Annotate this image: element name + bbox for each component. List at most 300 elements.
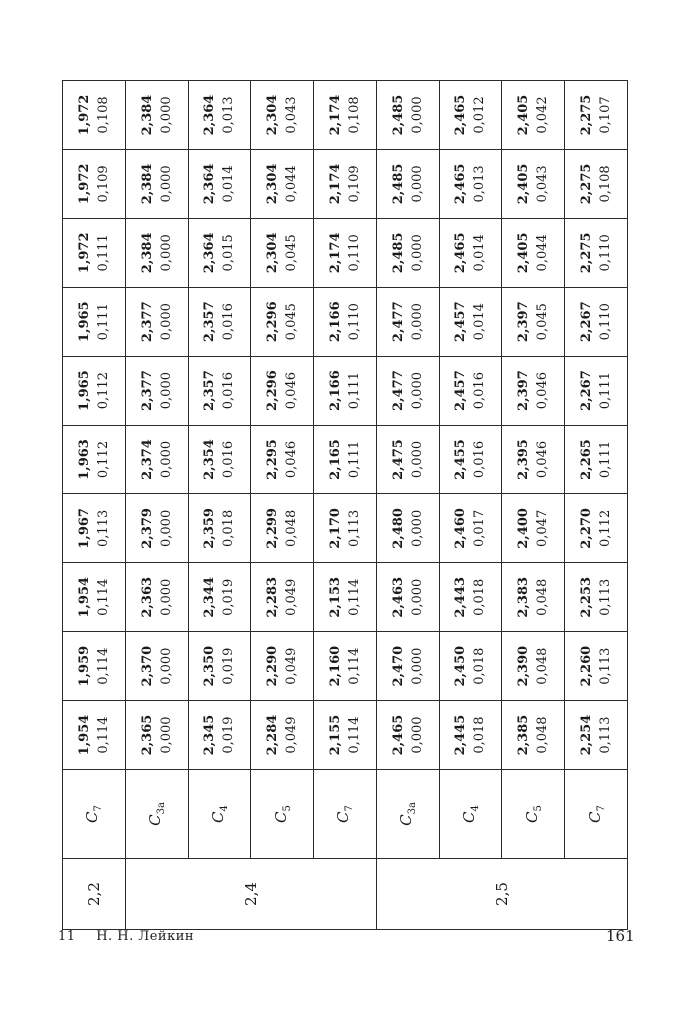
value-secondary: 0,018 — [221, 509, 237, 547]
value-secondary: 0,000 — [409, 372, 425, 410]
value-cell — [188, 563, 251, 632]
value-secondary: 0,016 — [221, 440, 237, 479]
value-secondary: 0,113 — [598, 578, 614, 616]
value-secondary: 0,018 — [472, 647, 488, 685]
row-label-subscript: 5 — [281, 805, 293, 812]
value-cell — [502, 149, 565, 218]
value-secondary: 0,108 — [95, 96, 111, 134]
value-secondary: 0,000 — [409, 165, 425, 203]
value-primary: 2,450 — [453, 645, 469, 687]
value-primary: 2,384 — [139, 232, 155, 274]
value-primary: 2,275 — [579, 94, 595, 136]
value-primary: 2,357 — [202, 301, 218, 343]
value-secondary: 0,014 — [221, 165, 237, 203]
value-secondary: 0,000 — [158, 578, 174, 616]
group-label: 2,2 — [63, 859, 126, 930]
value-primary: 2,480 — [390, 508, 406, 549]
value-cell — [188, 632, 251, 701]
value-secondary: 0,013 — [221, 96, 237, 134]
value-cell — [502, 701, 565, 770]
table-row — [502, 81, 565, 930]
value-primary: 2,465 — [390, 714, 406, 756]
value-cell — [565, 149, 628, 218]
value-cell — [63, 356, 126, 425]
value-primary: 2,405 — [516, 94, 532, 136]
value-secondary: 0,108 — [598, 165, 614, 203]
value-primary: 2,364 — [202, 163, 218, 205]
value-secondary: 0,000 — [409, 440, 425, 479]
value-secondary: 0,013 — [472, 165, 488, 203]
value-secondary: 0,000 — [158, 165, 174, 203]
row-label — [376, 770, 439, 859]
value-cell — [125, 287, 188, 356]
value-secondary: 0,107 — [598, 96, 614, 134]
value-cell — [125, 218, 188, 287]
value-secondary: 0,109 — [346, 165, 362, 203]
value-primary: 2,350 — [202, 645, 218, 687]
value-secondary: 0,109 — [95, 165, 111, 203]
table-rotated-wrapper — [62, 80, 628, 930]
value-secondary: 0,016 — [221, 303, 237, 341]
value-primary: 2,304 — [265, 94, 281, 136]
value-cell — [314, 356, 377, 425]
value-primary: 2,485 — [390, 232, 406, 274]
table-row — [251, 81, 314, 930]
value-primary: 2,374 — [139, 439, 155, 480]
value-secondary: 0,000 — [409, 578, 425, 616]
value-secondary: 0,114 — [95, 647, 111, 685]
value-secondary: 0,045 — [535, 303, 551, 341]
table-row — [439, 81, 502, 930]
value-primary: 2,397 — [516, 301, 532, 343]
value-primary: 2,364 — [202, 232, 218, 274]
row-label — [565, 770, 628, 859]
value-cell — [63, 701, 126, 770]
row-label-symbol: C — [146, 814, 165, 826]
value-secondary: 0,017 — [472, 509, 488, 547]
value-secondary: 0,048 — [535, 716, 551, 754]
value-cell — [314, 149, 377, 218]
value-primary: 2,377 — [139, 301, 155, 343]
value-cell — [502, 425, 565, 494]
value-cell — [251, 81, 314, 150]
value-secondary: 0,046 — [535, 440, 551, 479]
group-label: 2,4 — [125, 859, 376, 930]
value-cell — [376, 356, 439, 425]
value-primary: 2,290 — [265, 645, 281, 687]
value-cell — [314, 563, 377, 632]
value-cell — [502, 563, 565, 632]
value-cell — [439, 81, 502, 150]
value-secondary: 0,000 — [158, 716, 174, 754]
value-primary: 2,475 — [390, 439, 406, 480]
value-primary: 2,363 — [139, 576, 155, 618]
row-label-subscript: 4 — [469, 805, 481, 812]
value-secondary: 0,043 — [284, 96, 300, 134]
value-primary: 2,166 — [327, 370, 343, 411]
value-cell — [376, 701, 439, 770]
value-cell — [63, 287, 126, 356]
value-secondary: 0,048 — [284, 509, 300, 547]
value-cell — [188, 287, 251, 356]
value-primary: 2,275 — [579, 232, 595, 274]
value-secondary: 0,015 — [221, 234, 237, 272]
value-secondary: 0,046 — [535, 372, 551, 410]
value-primary: 2,265 — [579, 439, 595, 480]
table-row — [63, 81, 126, 930]
value-cell — [565, 81, 628, 150]
value-cell — [439, 356, 502, 425]
value-cell — [125, 81, 188, 150]
value-primary: 2,359 — [202, 508, 218, 549]
value-secondary: 0,043 — [535, 165, 551, 203]
value-cell — [251, 356, 314, 425]
value-cell — [63, 81, 126, 150]
value-primary: 2,270 — [579, 508, 595, 549]
value-primary: 2,344 — [202, 576, 218, 618]
value-cell — [376, 632, 439, 701]
value-primary: 2,477 — [390, 301, 406, 343]
row-label-symbol: C — [334, 811, 353, 823]
value-secondary: 0,049 — [284, 578, 300, 616]
value-cell — [565, 425, 628, 494]
value-primary: 1,963 — [76, 439, 92, 480]
value-primary: 2,354 — [202, 439, 218, 480]
value-secondary: 0,012 — [472, 96, 488, 134]
value-cell — [439, 494, 502, 563]
value-primary: 2,166 — [327, 301, 343, 343]
row-label-symbol: C — [208, 811, 227, 823]
value-cell — [314, 218, 377, 287]
value-cell — [251, 287, 314, 356]
value-primary: 2,485 — [390, 94, 406, 136]
value-cell — [188, 425, 251, 494]
value-primary: 2,174 — [327, 94, 343, 136]
row-label-symbol: C — [522, 811, 541, 823]
value-primary: 1,959 — [76, 645, 92, 687]
value-secondary: 0,000 — [409, 716, 425, 754]
data-table — [62, 80, 628, 930]
value-cell — [376, 425, 439, 494]
value-secondary: 0,110 — [346, 234, 362, 272]
value-primary: 2,153 — [327, 576, 343, 618]
value-secondary: 0,045 — [284, 234, 300, 272]
value-secondary: 0,113 — [95, 509, 111, 547]
value-cell — [188, 149, 251, 218]
value-primary: 2,275 — [579, 163, 595, 205]
value-primary: 2,299 — [265, 508, 281, 549]
value-primary: 2,405 — [516, 232, 532, 274]
value-cell — [125, 149, 188, 218]
value-cell — [502, 81, 565, 150]
value-secondary: 0,111 — [346, 372, 362, 410]
value-cell — [565, 563, 628, 632]
value-cell — [439, 632, 502, 701]
row-label-symbol: C — [585, 811, 604, 823]
value-secondary: 0,048 — [535, 647, 551, 685]
value-primary: 2,165 — [327, 439, 343, 480]
value-secondary: 0,114 — [346, 716, 362, 754]
value-cell — [314, 701, 377, 770]
value-cell — [376, 563, 439, 632]
value-secondary: 0,114 — [95, 716, 111, 754]
value-secondary: 0,110 — [598, 303, 614, 341]
value-cell — [125, 356, 188, 425]
value-primary: 2,397 — [516, 370, 532, 411]
value-primary: 2,405 — [516, 163, 532, 205]
value-cell — [439, 218, 502, 287]
value-primary: 2,470 — [390, 645, 406, 687]
value-cell — [565, 632, 628, 701]
value-cell — [188, 701, 251, 770]
value-primary: 2,445 — [453, 714, 469, 756]
value-primary: 2,160 — [327, 645, 343, 687]
value-primary: 1,972 — [76, 94, 92, 136]
value-cell — [63, 632, 126, 701]
value-primary: 2,463 — [390, 576, 406, 618]
value-primary: 2,253 — [579, 576, 595, 618]
value-secondary: 0,000 — [158, 509, 174, 547]
value-secondary: 0,000 — [158, 234, 174, 272]
value-primary: 2,174 — [327, 163, 343, 205]
value-cell — [376, 287, 439, 356]
value-primary: 2,267 — [579, 301, 595, 343]
value-primary: 2,384 — [139, 94, 155, 136]
value-primary: 2,296 — [265, 370, 281, 411]
value-cell — [314, 425, 377, 494]
value-secondary: 0,000 — [158, 440, 174, 479]
value-primary: 2,284 — [265, 714, 281, 756]
value-primary: 2,260 — [579, 645, 595, 687]
value-cell — [502, 494, 565, 563]
value-secondary: 0,000 — [158, 372, 174, 410]
value-primary: 2,457 — [453, 301, 469, 343]
value-primary: 2,357 — [202, 370, 218, 411]
value-primary: 2,455 — [453, 439, 469, 480]
row-label — [188, 770, 251, 859]
value-cell — [251, 218, 314, 287]
row-label-subscript: 5 — [532, 805, 544, 812]
value-secondary: 0,000 — [409, 234, 425, 272]
value-secondary: 0,019 — [221, 647, 237, 685]
value-primary: 2,395 — [516, 439, 532, 480]
row-label — [314, 770, 377, 859]
value-primary: 2,267 — [579, 370, 595, 411]
value-secondary: 0,000 — [409, 647, 425, 685]
value-cell — [63, 149, 126, 218]
value-secondary: 0,113 — [598, 647, 614, 685]
value-secondary: 0,108 — [346, 96, 362, 134]
row-label — [63, 770, 126, 859]
value-secondary: 0,019 — [221, 578, 237, 616]
value-primary: 2,400 — [516, 508, 532, 549]
value-primary: 1,967 — [76, 508, 92, 549]
row-label-subscript: 7 — [344, 805, 356, 812]
value-primary: 2,364 — [202, 94, 218, 136]
value-primary: 1,954 — [76, 714, 92, 756]
value-primary: 2,155 — [327, 714, 343, 756]
value-primary: 2,379 — [139, 508, 155, 549]
value-secondary: 0,000 — [409, 509, 425, 547]
value-cell — [125, 563, 188, 632]
value-secondary: 0,110 — [346, 303, 362, 341]
value-cell — [376, 149, 439, 218]
value-cell — [63, 218, 126, 287]
value-cell — [188, 494, 251, 563]
row-label — [502, 770, 565, 859]
value-primary: 2,296 — [265, 301, 281, 343]
row-label-subscript: 7 — [595, 805, 607, 812]
value-secondary: 0,016 — [221, 372, 237, 410]
value-cell — [502, 218, 565, 287]
value-secondary: 0,014 — [472, 234, 488, 272]
value-secondary: 0,042 — [535, 96, 551, 134]
value-cell — [439, 425, 502, 494]
row-label-symbol: C — [271, 811, 290, 823]
value-cell — [125, 425, 188, 494]
value-primary: 1,965 — [76, 301, 92, 343]
value-secondary: 0,047 — [535, 509, 551, 547]
table-body — [63, 81, 628, 930]
row-label — [251, 770, 314, 859]
value-secondary: 0,044 — [284, 165, 300, 203]
value-primary: 2,465 — [453, 94, 469, 136]
row-label-symbol: C — [459, 811, 478, 823]
row-label-subscript: 3a — [407, 802, 419, 815]
table-row — [565, 81, 628, 930]
value-cell — [314, 287, 377, 356]
value-primary: 2,283 — [265, 576, 281, 618]
value-cell — [439, 287, 502, 356]
value-secondary: 0,019 — [221, 716, 237, 754]
value-secondary: 0,046 — [284, 440, 300, 479]
value-cell — [251, 701, 314, 770]
value-cell — [251, 425, 314, 494]
value-secondary: 0,016 — [472, 372, 488, 410]
value-secondary: 0,000 — [158, 303, 174, 341]
value-secondary: 0,113 — [598, 716, 614, 754]
value-secondary: 0,000 — [409, 303, 425, 341]
value-cell — [565, 218, 628, 287]
value-primary: 2,457 — [453, 370, 469, 411]
value-secondary: 0,044 — [535, 234, 551, 272]
value-primary: 1,972 — [76, 232, 92, 274]
value-cell — [125, 494, 188, 563]
value-primary: 2,465 — [453, 163, 469, 205]
value-secondary: 0,049 — [284, 647, 300, 685]
value-secondary: 0,000 — [158, 96, 174, 134]
row-label — [125, 770, 188, 859]
table-row — [314, 81, 377, 930]
value-primary: 1,972 — [76, 163, 92, 205]
table-row — [188, 81, 251, 930]
value-cell — [188, 218, 251, 287]
value-primary: 2,485 — [390, 163, 406, 205]
value-cell — [251, 563, 314, 632]
value-cell — [502, 356, 565, 425]
value-primary: 2,385 — [516, 714, 532, 756]
value-secondary: 0,018 — [472, 578, 488, 616]
value-secondary: 0,049 — [284, 716, 300, 754]
value-cell — [565, 356, 628, 425]
row-label-subscript: 7 — [93, 805, 105, 812]
value-cell — [251, 632, 314, 701]
value-secondary: 0,016 — [472, 440, 488, 479]
value-secondary: 0,014 — [472, 303, 488, 341]
value-cell — [376, 494, 439, 563]
value-secondary: 0,110 — [598, 234, 614, 272]
value-cell — [502, 632, 565, 701]
value-cell — [439, 701, 502, 770]
value-cell — [188, 81, 251, 150]
group-label: 2,5 — [376, 859, 627, 930]
value-secondary: 0,114 — [346, 647, 362, 685]
value-secondary: 0,048 — [535, 578, 551, 616]
value-primary: 2,174 — [327, 232, 343, 274]
value-primary: 2,465 — [453, 232, 469, 274]
value-cell — [251, 149, 314, 218]
value-primary: 2,443 — [453, 576, 469, 618]
value-primary: 2,345 — [202, 714, 218, 756]
value-primary: 1,954 — [76, 576, 92, 618]
value-primary: 2,390 — [516, 645, 532, 687]
value-primary: 2,377 — [139, 370, 155, 411]
value-primary: 2,384 — [139, 163, 155, 205]
value-secondary: 0,000 — [409, 96, 425, 134]
value-primary: 2,170 — [327, 508, 343, 549]
value-primary: 2,370 — [139, 645, 155, 687]
value-cell — [314, 632, 377, 701]
row-label-subscript: 4 — [218, 805, 230, 812]
value-primary: 1,965 — [76, 370, 92, 411]
value-primary: 2,304 — [265, 232, 281, 274]
value-cell — [502, 287, 565, 356]
value-cell — [125, 632, 188, 701]
value-primary: 2,304 — [265, 163, 281, 205]
value-secondary: 0,045 — [284, 303, 300, 341]
value-primary: 2,477 — [390, 370, 406, 411]
row-label-symbol: C — [397, 814, 416, 826]
value-secondary: 0,000 — [158, 647, 174, 685]
value-primary: 2,460 — [453, 508, 469, 549]
signature-number: 11 — [58, 929, 76, 944]
table-row — [125, 81, 188, 930]
value-cell — [125, 701, 188, 770]
value-secondary: 0,111 — [598, 440, 614, 479]
value-primary: 2,295 — [265, 439, 281, 480]
value-cell — [188, 356, 251, 425]
value-primary: 2,365 — [139, 714, 155, 756]
value-cell — [63, 494, 126, 563]
value-secondary: 0,111 — [95, 303, 111, 341]
value-secondary: 0,018 — [472, 716, 488, 754]
value-secondary: 0,111 — [598, 372, 614, 410]
row-label-subscript: 3a — [156, 802, 168, 815]
value-secondary: 0,114 — [346, 578, 362, 616]
value-cell — [376, 81, 439, 150]
value-cell — [63, 425, 126, 494]
value-secondary: 0,113 — [346, 509, 362, 547]
value-secondary: 0,112 — [95, 372, 111, 410]
footer-left — [58, 929, 194, 944]
value-cell — [376, 218, 439, 287]
value-secondary: 0,111 — [346, 440, 362, 479]
value-secondary: 0,112 — [598, 509, 614, 547]
value-cell — [565, 701, 628, 770]
value-secondary: 0,046 — [284, 372, 300, 410]
value-secondary: 0,114 — [95, 578, 111, 616]
row-label-symbol: C — [83, 811, 102, 823]
